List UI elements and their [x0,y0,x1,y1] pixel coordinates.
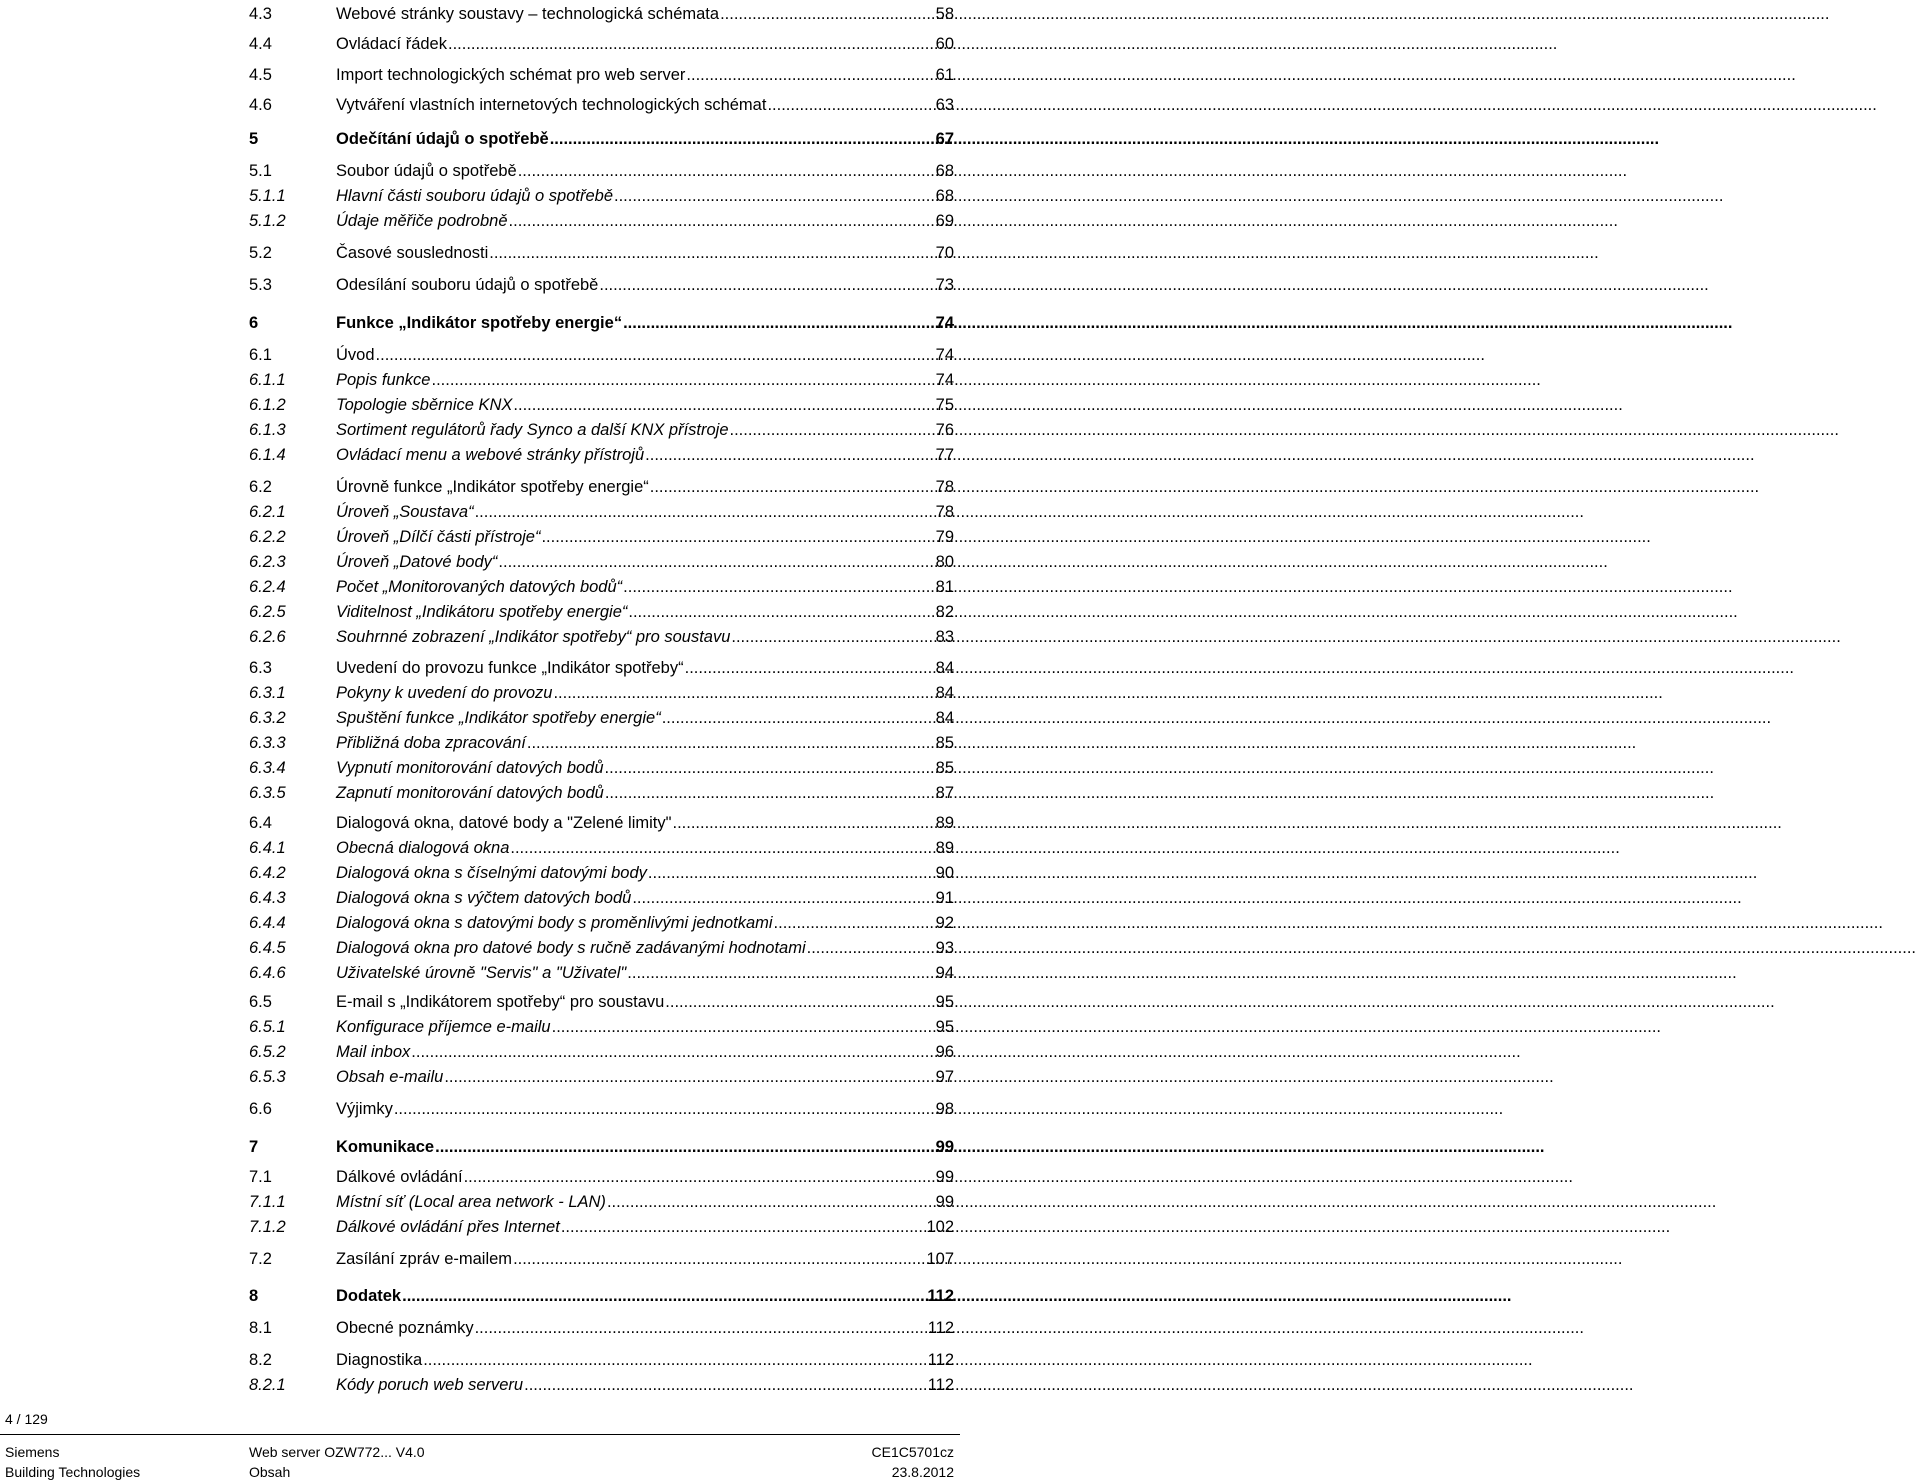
toc-dot-leader [411,1042,934,1062]
toc-entry-title: Popis funkce [336,371,431,389]
toc-entry-number: 6.4.5 [249,939,286,957]
toc-entry-title: E-mail s „Indikátorem spotřeby“ pro soustavu [336,993,665,1011]
toc-dot-leader [607,1192,935,1212]
toc-entry-number: 4.3 [249,5,272,23]
toc-entry-title: Dialogová okna, datové body a "Zelené limity" [336,814,672,832]
toc-entry-page: 95 [935,993,954,1011]
footer-division: Building Technologies [5,1464,141,1480]
toc-entry-number: 8 [249,1287,259,1305]
toc-entry[interactable] [249,706,954,728]
toc-entry-number: 4.4 [249,35,272,53]
toc-dot-leader [720,4,935,24]
toc-dot-leader [632,888,934,908]
toc-entry-page: 58 [935,5,954,23]
toc-dot-leader [550,129,935,149]
toc-entry-page: 90 [935,864,954,882]
toc-entry-title: Funkce „Indikátor spotřeby energie“ [336,314,623,332]
toc-entry-number: 6.4.3 [249,889,286,907]
toc-entry-number: 6.4.6 [249,964,286,982]
toc-entry-page: 95 [935,1018,954,1036]
toc-dot-leader [448,34,935,54]
toc-entry-page: 77 [935,446,954,464]
toc-dot-leader [509,211,935,231]
toc-entry-number: 6.2.4 [249,578,286,596]
toc-entry-page: 107 [926,1250,954,1268]
toc-dot-leader [394,1099,935,1119]
toc-entry-number: 4.5 [249,66,272,84]
toc-entry-number: 6.5.2 [249,1043,286,1061]
toc-entry-page: 102 [926,1218,954,1236]
toc-entry[interactable] [249,811,954,833]
toc-dot-leader [498,552,934,572]
toc-dot-leader [599,275,934,295]
toc-dot-leader [518,161,935,181]
toc-entry-number: 6.4.4 [249,914,286,932]
toc-entry-page: 84 [935,709,954,727]
toc-dot-leader [510,838,934,858]
toc-dot-leader [561,1217,926,1237]
toc-entry[interactable] [249,600,954,622]
toc-entry[interactable] [249,861,954,883]
toc-entry[interactable] [249,1165,954,1187]
toc-entry-page: 89 [935,839,954,857]
toc-entry-page: 60 [935,35,954,53]
toc-entry-number: 6.2.6 [249,628,286,646]
toc-entry-number: 6.1.4 [249,446,286,464]
toc-dot-leader [552,1017,935,1037]
toc-entry[interactable] [249,625,954,647]
toc-entry-title: Dialogová okna pro datové body s ručně zadávanými hodnotami [336,939,806,957]
toc-dot-leader [623,313,935,333]
toc-entry-title: Časové souslednosti [336,244,489,262]
toc-entry-page: 89 [935,814,954,832]
toc-entry-page: 84 [935,684,954,702]
toc-entry[interactable] [249,2,954,24]
toc-entry-title: Ovládací menu a webové stránky přístrojů [336,446,645,464]
toc-entry-page: 92 [935,914,954,932]
toc-entry-number: 6.2.5 [249,603,286,621]
toc-entry-page: 93 [935,939,954,957]
toc-entry-title: Počet „Monitorovaných datových bodů“ [336,578,623,596]
footer-divider [0,1434,960,1435]
toc-entry[interactable] [249,681,954,703]
toc-entry-title: Vypnutí monitorování datových bodů [336,759,604,777]
toc-entry-number: 6.2.1 [249,503,286,521]
toc-entry[interactable] [249,475,954,497]
toc-entry[interactable] [249,575,954,597]
toc-dot-leader [662,708,935,728]
toc-dot-leader [402,1286,926,1306]
toc-dot-leader [767,95,934,115]
toc-dot-leader [475,502,935,522]
toc-dot-leader [645,445,934,465]
toc-entry-title: Soubor údajů o spotřebě [336,162,517,180]
toc-entry-number: 6.2.2 [249,528,286,546]
toc-dot-leader [444,1067,934,1087]
toc-entry-number: 6.5.3 [249,1068,286,1086]
toc-entry-title: Import technologických schémat pro web server [336,66,686,84]
toc-entry[interactable] [249,1190,954,1212]
toc-entry-number: 8.2.1 [249,1376,286,1394]
toc-entry-number: 5.1.1 [249,187,286,205]
toc-entry[interactable] [249,443,954,465]
toc-entry[interactable] [249,63,954,85]
toc-entry-title: Ovládací řádek [336,35,447,53]
footer-date: 23.8.2012 [891,1464,954,1480]
toc-entry-title: Webové stránky soustavy – technologická schémata [336,5,720,23]
toc-entry-page: 94 [935,964,954,982]
toc-entry-page: 74 [935,371,954,389]
toc-entry-page: 96 [935,1043,954,1061]
toc-entry-page: 74 [935,346,954,364]
toc-entry[interactable] [249,209,954,231]
toc-entry-number: 6 [249,314,259,332]
toc-entry[interactable] [249,1215,954,1237]
toc-entry-page: 75 [935,396,954,414]
toc-entry-title: Vytváření vlastních internetových technologických schémat [336,96,767,114]
toc-entry-number: 7.2 [249,1250,272,1268]
toc-entry[interactable] [249,1015,954,1037]
toc-entry-title: Úroveň „Datové body“ [336,553,498,571]
toc-entry[interactable] [249,1316,954,1338]
toc-entry-page: 82 [935,603,954,621]
toc-entry-page: 76 [935,421,954,439]
toc-entry-number: 6.4.1 [249,839,286,857]
toc-dot-leader [475,1318,927,1338]
toc-entry[interactable] [249,886,954,908]
toc-entry-number: 6.3 [249,659,272,677]
toc-entry[interactable] [249,1373,954,1395]
toc-entry-number: 6.1.2 [249,396,286,414]
toc-entry[interactable] [249,1097,954,1119]
toc-dot-leader [431,370,934,390]
toc-entry-title: Místní síť (Local area network - LAN) [336,1193,606,1211]
toc-dot-leader [435,1137,935,1157]
toc-entry-page: 81 [935,578,954,596]
toc-dot-leader [464,1167,935,1187]
toc-entry[interactable] [249,159,954,181]
toc-entry-page: 87 [935,784,954,802]
toc-entry-title: Hlavní části souboru údajů o spotřebě [336,187,614,205]
toc-entry-title: Údaje měřiče podrobně [336,212,508,230]
toc-entry-number: 7 [249,1138,259,1156]
toc-entry-title: Sortiment regulátorů řady Synco a další KNX přístroje [336,421,729,439]
toc-entry-title: Pokyny k uvedení do provozu [336,684,553,702]
toc-entry[interactable] [249,961,954,983]
toc-entry-page: 112 [927,1319,954,1337]
toc-entry-title: Přibližná doba zpracování [336,734,526,752]
toc-entry-title: Topologie sběrnice KNX [336,396,513,414]
toc-entry-title: Zasílání zpráv e-mailem [336,1250,513,1268]
toc-entry-title: Diagnostika [336,1351,423,1369]
toc-entry-page: 99 [935,1193,954,1211]
toc-entry[interactable] [249,1135,954,1157]
toc-entry-number: 6.3.1 [249,684,286,702]
toc-entry-page: 85 [935,759,954,777]
toc-dot-leader [731,627,934,647]
toc-entry-number: 7.1 [249,1168,272,1186]
toc-entry[interactable] [249,500,954,522]
toc-entry[interactable] [249,93,954,115]
toc-entry-page: 74 [935,314,954,332]
toc-entry-number: 6.2.3 [249,553,286,571]
toc-entry-title: Konfigurace příjemce e-mailu [336,1018,551,1036]
toc-entry-title: Obsah e-mailu [336,1068,444,1086]
toc-entry-page: 84 [935,659,954,677]
toc-entry-number: 6.6 [249,1100,272,1118]
toc-entry-title: Komunikace [336,1138,435,1156]
toc-dot-leader [605,758,935,778]
toc-entry-number: 6.4 [249,814,272,832]
toc-entry[interactable] [249,127,954,149]
toc-entry-number: 4.6 [249,96,272,114]
toc-entry-title: Dálkové ovládání [336,1168,463,1186]
toc-entry-number: 6.4.2 [249,864,286,882]
toc-entry-page: 99 [935,1168,954,1186]
toc-dot-leader [614,186,935,206]
toc-entry-number: 6.3.5 [249,784,286,802]
toc-entry-page: 112 [927,1351,954,1369]
toc-entry[interactable] [249,1284,954,1306]
toc-dot-leader [623,577,934,597]
toc-entry[interactable] [249,656,954,678]
toc-dot-leader [553,683,934,703]
toc-entry-number: 5.3 [249,276,272,294]
toc-entry-title: Odesílání souboru údajů o spotřebě [336,276,599,294]
toc-dot-leader [605,783,935,803]
toc-entry-page: 97 [935,1068,954,1086]
toc-entry-page: 63 [935,96,954,114]
toc-entry-title: Úroveň „Dílčí části přístroje“ [336,528,541,546]
toc-dot-leader [376,345,935,365]
toc-entry[interactable] [249,1348,954,1370]
toc-entry-title: Mail inbox [336,1043,411,1061]
toc-entry-number: 5 [249,130,259,148]
toc-dot-leader [665,992,934,1012]
toc-entry[interactable] [249,32,954,54]
toc-entry[interactable] [249,184,954,206]
footer-document-title: Web server OZW772... V4.0 [249,1444,425,1460]
toc-entry-title: Uvedení do provozu funkce „Indikátor spotřeby“ [336,659,684,677]
toc-entry-number: 6.5.1 [249,1018,286,1036]
toc-entry-page: 73 [935,276,954,294]
toc-entry-title: Dialogová okna s číselnými datovými body [336,864,647,882]
page-number: 4 / 129 [5,1411,48,1427]
toc-entry-page: 83 [935,628,954,646]
toc-entry-page: 98 [935,1100,954,1118]
toc-entry-page: 67 [935,130,954,148]
footer-section-name: Obsah [249,1464,291,1480]
toc-entry-number: 6.2 [249,478,272,496]
toc-entry-title: Souhrnné zobrazení „Indikátor spotřeby“ pro soustavu [336,628,731,646]
toc-dot-leader [650,477,935,497]
toc-entry-page: 80 [935,553,954,571]
toc-entry-page: 68 [935,187,954,205]
toc-entry[interactable] [249,936,954,958]
toc-entry-number: 6.1.1 [249,371,286,389]
toc-entry[interactable] [249,781,954,803]
toc-entry-page: 70 [935,244,954,262]
toc-entry[interactable] [249,1065,954,1087]
toc-entry[interactable] [249,273,954,295]
toc-dot-leader [807,938,935,958]
toc-entry-number: 6.3.4 [249,759,286,777]
toc-entry-title: Dodatek [336,1287,402,1305]
toc-entry[interactable] [249,731,954,753]
toc-dot-leader [541,527,934,547]
footer-document-code: CE1C5701cz [871,1444,954,1460]
toc-entry-title: Úroveň „Soustava“ [336,503,474,521]
toc-entry-number: 6.1 [249,346,272,364]
toc-dot-leader [730,420,935,440]
toc-entry[interactable] [249,550,954,572]
toc-entry-title: Dialogová okna s datovými body s proměnlivými jednotkami [336,914,773,932]
toc-entry-number: 5.1.2 [249,212,286,230]
toc-entry-page: 69 [935,212,954,230]
toc-entry-title: Uživatelské úrovně "Servis" a "Uživatel" [336,964,627,982]
toc-entry-page: 61 [935,66,954,84]
toc-entry-page: 85 [935,734,954,752]
toc-entry-number: 7.1.1 [249,1193,286,1211]
toc-entry-number: 8.1 [249,1319,272,1337]
toc-entry-title: Spuštění funkce „Indikátor spotřeby energie“ [336,709,661,727]
toc-entry-title: Obecná dialogová okna [336,839,510,857]
toc-entry-number: 6.3.2 [249,709,286,727]
toc-entry[interactable] [249,836,954,858]
toc-dot-leader [489,243,934,263]
toc-dot-leader [774,913,935,933]
toc-entry-page: 99 [935,1138,954,1156]
toc-entry-page: 91 [935,889,954,907]
toc-dot-leader [673,813,935,833]
toc-entry[interactable] [249,418,954,440]
toc-dot-leader [513,1249,925,1269]
toc-entry-title: Viditelnost „Indikátoru spotřeby energie“ [336,603,628,621]
toc-dot-leader [423,1350,926,1370]
toc-entry-title: Dialogová okna s výčtem datových bodů [336,889,632,907]
toc-entry-title: Zapnutí monitorování datových bodů [336,784,604,802]
toc-dot-leader [527,733,935,753]
toc-dot-leader [627,963,934,983]
toc-entry[interactable] [249,343,954,365]
toc-entry[interactable] [249,911,954,933]
toc-entry[interactable] [249,1247,954,1269]
toc-entry-number: 6.3.3 [249,734,286,752]
toc-entry-number: 6.1.3 [249,421,286,439]
toc-entry-title: Úrovně funkce „Indikátor spotřeby energie“ [336,478,649,496]
footer-company: Siemens [5,1444,60,1460]
toc-dot-leader [686,65,934,85]
toc-entry[interactable] [249,990,954,1012]
toc-dot-leader [513,395,934,415]
toc-entry[interactable] [249,368,954,390]
toc-entry-page: 112 [927,1287,954,1305]
toc-entry-title: Úvod [336,346,375,364]
toc-entry-number: 5.2 [249,244,272,262]
toc-entry-number: 8.2 [249,1351,272,1369]
toc-entry-number: 6.5 [249,993,272,1011]
toc-entry-title: Obecné poznámky [336,1319,474,1337]
toc-entry[interactable] [249,1040,954,1062]
toc-entry-title: Dálkové ovládání přes Internet [336,1218,560,1236]
toc-dot-leader [524,1375,927,1395]
toc-entry[interactable] [249,525,954,547]
toc-entry-title: Kódy poruch web serveru [336,1376,524,1394]
toc-entry-page: 79 [935,528,954,546]
toc-entry-page: 68 [935,162,954,180]
toc-entry-title: Výjimky [336,1100,393,1118]
toc-entry-title: Odečítání údajů o spotřebě [336,130,549,148]
toc-dot-leader [685,658,935,678]
toc-entry-page: 78 [935,478,954,496]
toc-entry-number: 5.1 [249,162,272,180]
toc-dot-leader [648,863,935,883]
toc-entry-number: 7.1.2 [249,1218,286,1236]
toc-entry[interactable] [249,241,954,263]
toc-entry-page: 78 [935,503,954,521]
toc-dot-leader [628,602,934,622]
toc-entry-page: 112 [927,1376,954,1394]
toc-entry[interactable] [249,393,954,415]
toc-entry[interactable] [249,311,954,333]
toc-entry[interactable] [249,756,954,778]
